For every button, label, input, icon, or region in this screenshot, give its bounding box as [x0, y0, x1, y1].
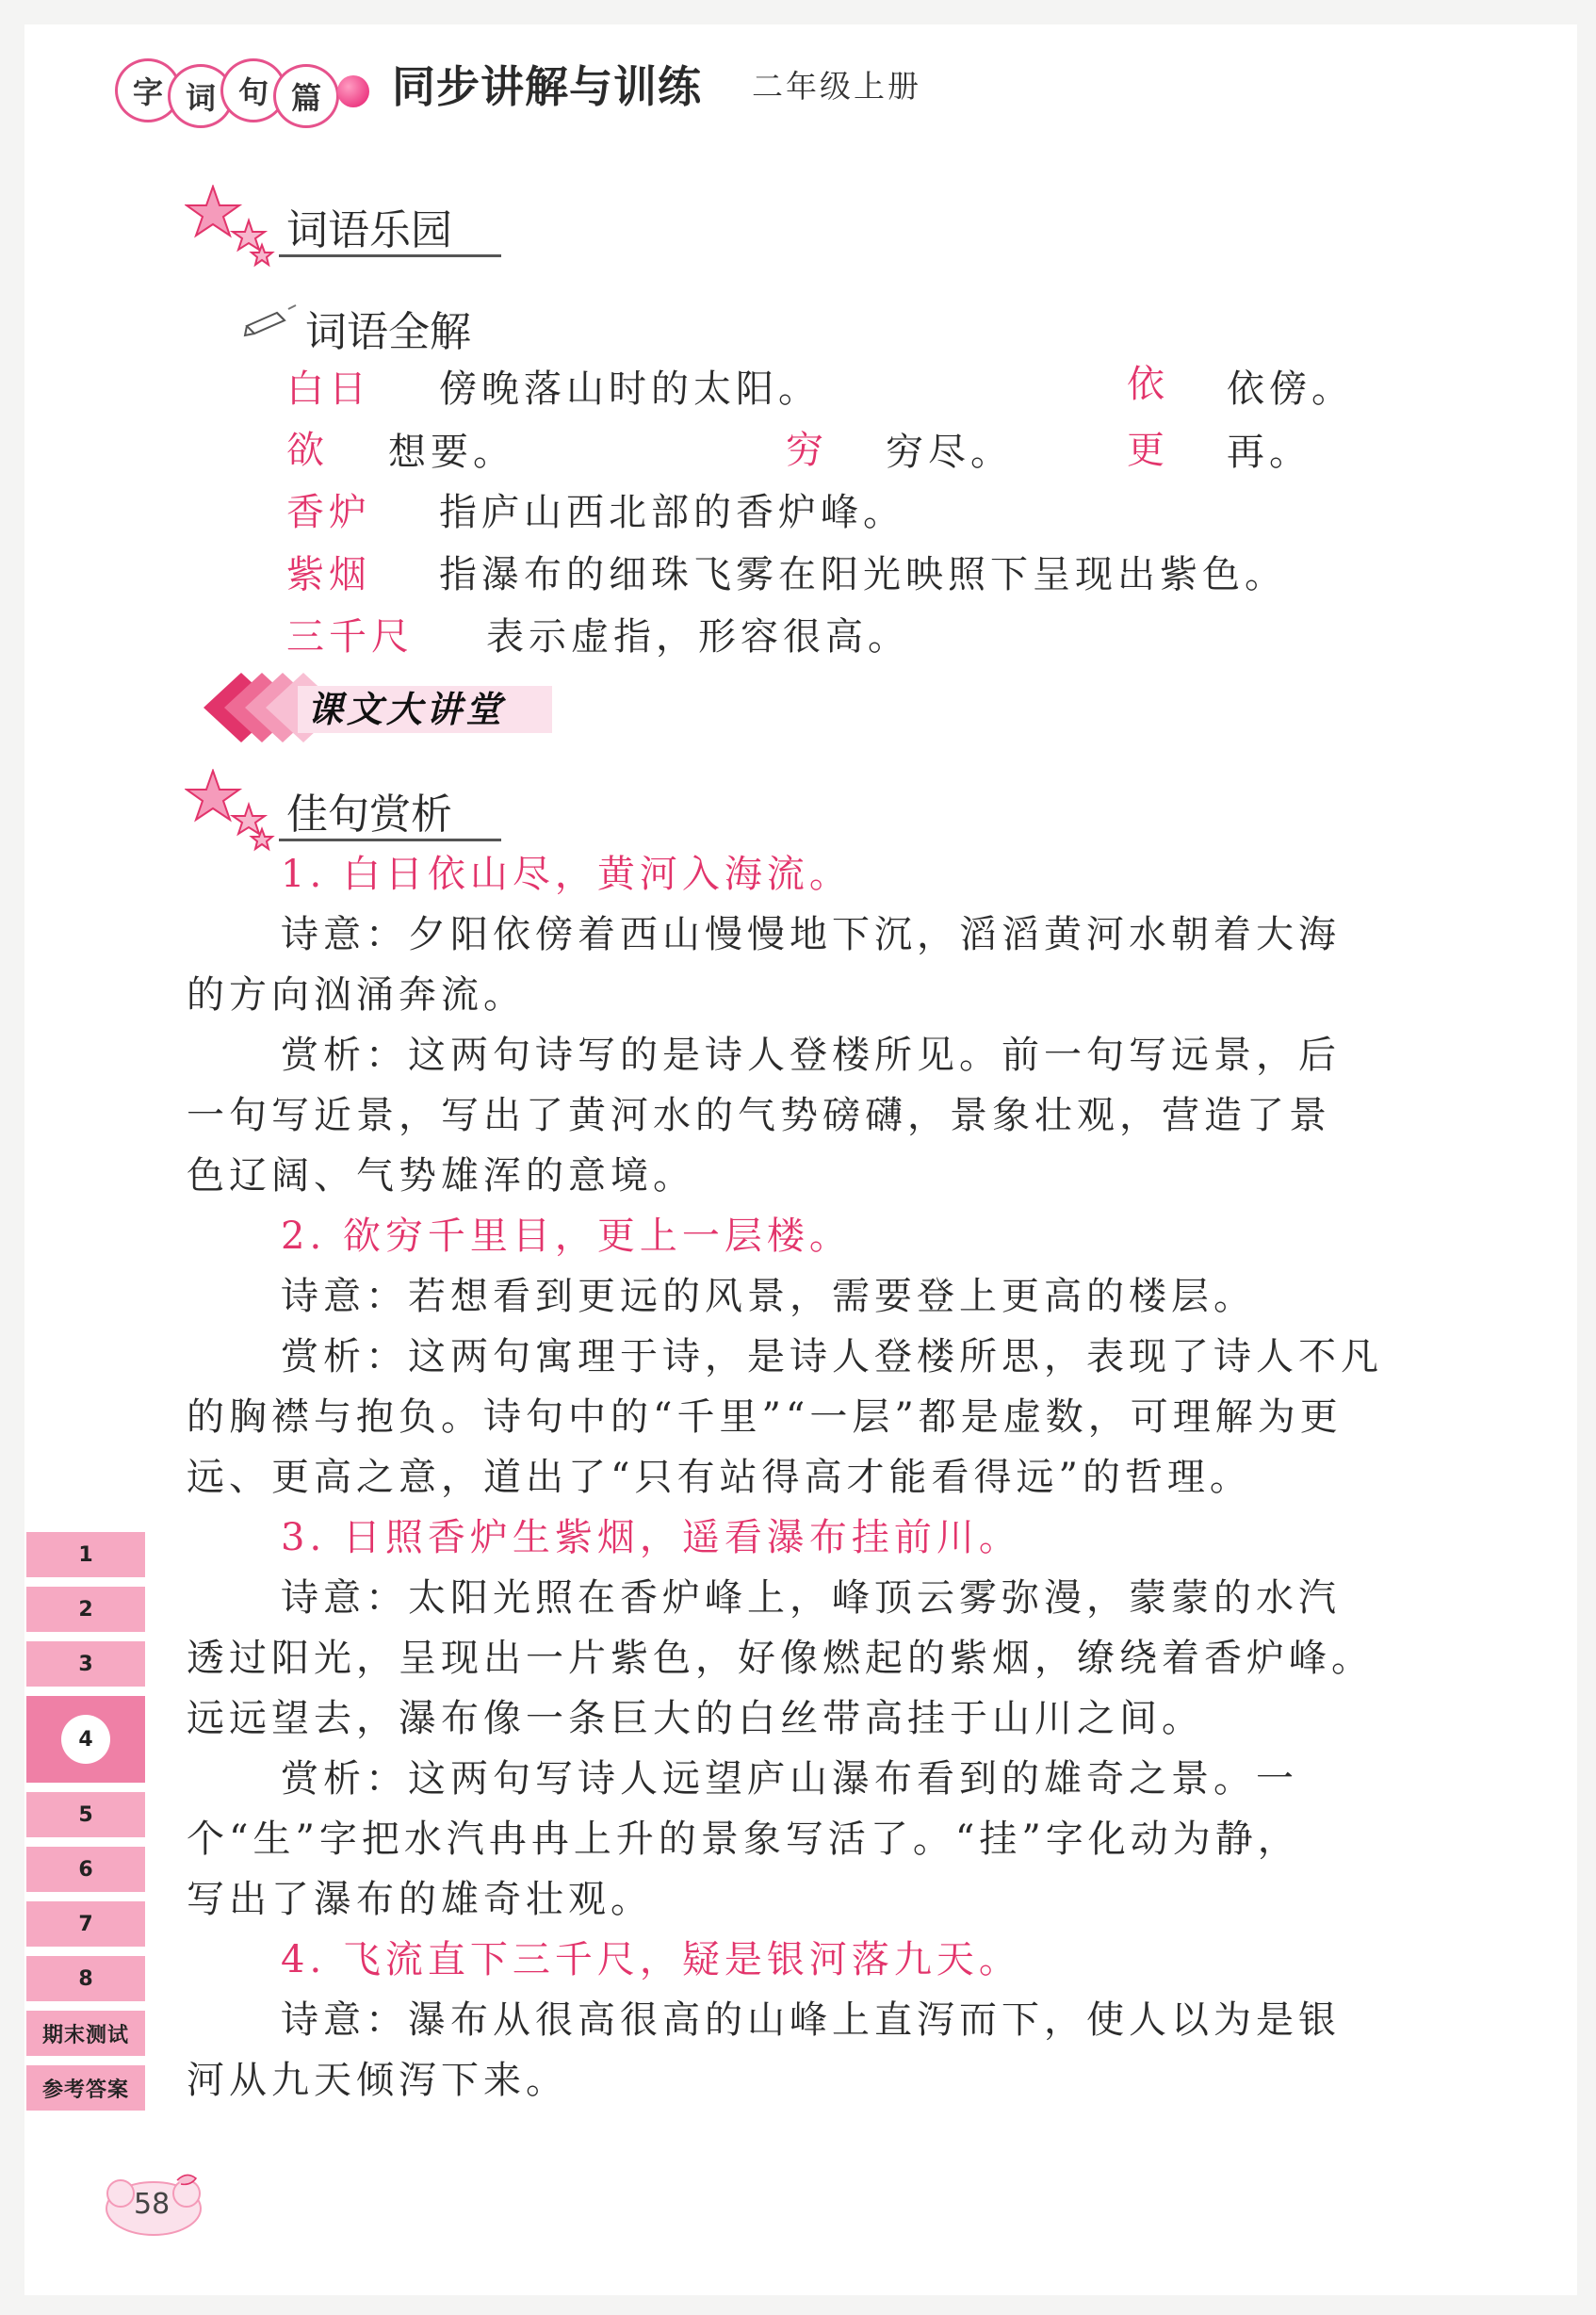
- logo-char: 字: [115, 58, 181, 122]
- poem-line-1: 1. 白日依山尽，黄河入海流。: [281, 853, 852, 896]
- poem-line-4: 4. 飞流直下三千尺，疑是银河落九天。: [281, 1938, 1021, 1981]
- vocab-definition: 再。: [1227, 431, 1311, 474]
- vocab-term: 欲: [286, 429, 329, 472]
- stars-icon: [185, 769, 279, 854]
- tab-chapter-8[interactable]: 8: [26, 1956, 145, 2001]
- paragraph-line: 的方向汹涌奔流。: [187, 973, 526, 1017]
- lesson-banner: 课文大讲堂: [307, 688, 506, 730]
- paragraph-line: 诗意：夕阳依傍着西山慢慢地下沉，滔滔黄河水朝着大海: [281, 913, 1341, 956]
- tab-chapter-7[interactable]: 7: [26, 1901, 145, 1947]
- vocab-term: 白日: [286, 367, 371, 411]
- logo-dot-icon: [337, 75, 369, 107]
- logo-char: 篇: [273, 64, 339, 128]
- tab-chapter-4-label: 4: [61, 1715, 110, 1764]
- logo-char: 句: [220, 58, 286, 122]
- analysis-section-heading: [185, 769, 524, 854]
- paragraph-line: 一句写近景，写出了黄河水的气势磅礴，景象壮观，营造了景: [187, 1094, 1331, 1137]
- tab-chapter-4[interactable]: [26, 1696, 145, 1783]
- paragraph-line: 远、更高之意，道出了“只有站得高才能看得远”的哲理。: [187, 1456, 1252, 1499]
- tab-chapter-1[interactable]: 1: [26, 1532, 145, 1577]
- vocab-definition: 指瀑布的细珠飞雾在阳光映照下呈现出紫色。: [439, 553, 1287, 596]
- stars-icon: [185, 185, 279, 269]
- page-number: 58: [134, 2188, 171, 2221]
- vocab-term: 香炉: [286, 491, 371, 534]
- vocab-definition: 表示虚指，形容很高。: [486, 615, 910, 659]
- vocab-term: 更: [1127, 429, 1169, 472]
- tab-chapter-6[interactable]: 6: [26, 1847, 145, 1892]
- poem-line-3: 3. 日照香炉生紫烟，遥看瀑布挂前川。: [281, 1516, 1021, 1559]
- vocab-term: 三千尺: [286, 615, 414, 659]
- paragraph-line: 诗意：若想看到更远的风景，需要登上更高的楼层。: [281, 1275, 1256, 1318]
- paragraph-line: 赏析：这两句寓理于诗，是诗人登楼所思，表现了诗人不凡: [281, 1335, 1383, 1378]
- paragraph-line: 赏析：这两句写诗人远望庐山瀑布看到的雄奇之景。一: [281, 1757, 1298, 1801]
- tab-chapter-5[interactable]: 5: [26, 1792, 145, 1837]
- paragraph-line: 写出了瀑布的雄奇壮观。: [187, 1878, 653, 1921]
- tab-answers[interactable]: 参考答案: [26, 2065, 145, 2111]
- grade-label: 二年级上册: [752, 68, 921, 105]
- vocab-definition: 穷尽。: [886, 431, 1013, 474]
- subsection-title: 词语全解: [305, 308, 471, 356]
- section-title: 词语乐园: [286, 206, 452, 254]
- vocab-term: 紫烟: [286, 553, 371, 596]
- series-logo: [115, 58, 388, 124]
- divider: [279, 839, 501, 841]
- logo-char: 词: [168, 64, 234, 128]
- vocab-definition: 依傍。: [1227, 367, 1354, 411]
- vocab-definition: 指庐山西北部的香炉峰。: [439, 491, 905, 534]
- page: [24, 24, 1577, 2295]
- poem-line-2: 2. 欲穷千里目，更上一层楼。: [281, 1215, 852, 1258]
- paragraph-line: 个“生”字把水汽冉冉上升的景象写活了。“挂”字化动为静，: [187, 1818, 1300, 1861]
- page-header: [90, 53, 1221, 119]
- paragraph-line: 色辽阔、气势雄浑的意境。: [187, 1154, 695, 1198]
- book-title: 同步讲解与训练: [392, 61, 702, 112]
- paragraph-line: 赏析：这两句诗写的是诗人登楼所见。前一句写远景，后: [281, 1034, 1341, 1077]
- divider: [279, 254, 501, 257]
- tab-chapter-2[interactable]: 2: [26, 1587, 145, 1632]
- pencil-icon: [243, 303, 300, 341]
- paragraph-line: 远远望去，瀑布像一条巨大的白丝带高挂于山川之间。: [187, 1697, 1204, 1740]
- paragraph-line: 的胸襟与抱负。诗句中的“千里”“一层”都是虚数，可理解为更: [187, 1395, 1343, 1439]
- vocab-definition: 傍晚落山时的太阳。: [439, 367, 821, 411]
- paragraph-line: 诗意：太阳光照在香炉峰上，峰顶云雾弥漫，蒙蒙的水汽: [281, 1576, 1341, 1620]
- vocab-definition: 想要。: [388, 431, 515, 474]
- section-title: 佳句赏析: [286, 791, 452, 839]
- tab-chapter-3[interactable]: 3: [26, 1641, 145, 1687]
- paragraph-line: 透过阳光，呈现出一片紫色，好像燃起的紫烟，缭绕着香炉峰。: [187, 1637, 1374, 1680]
- vocab-section-heading: [185, 185, 524, 269]
- paragraph-line: 河从九天倾泻下来。: [187, 2059, 568, 2102]
- tab-final-test[interactable]: 期末测试: [26, 2011, 145, 2056]
- vocab-term: 依: [1127, 363, 1169, 406]
- paragraph-line: 诗意：瀑布从很高很高的山峰上直泻而下，使人以为是银: [281, 1998, 1341, 2042]
- vocab-term: 穷: [786, 429, 828, 472]
